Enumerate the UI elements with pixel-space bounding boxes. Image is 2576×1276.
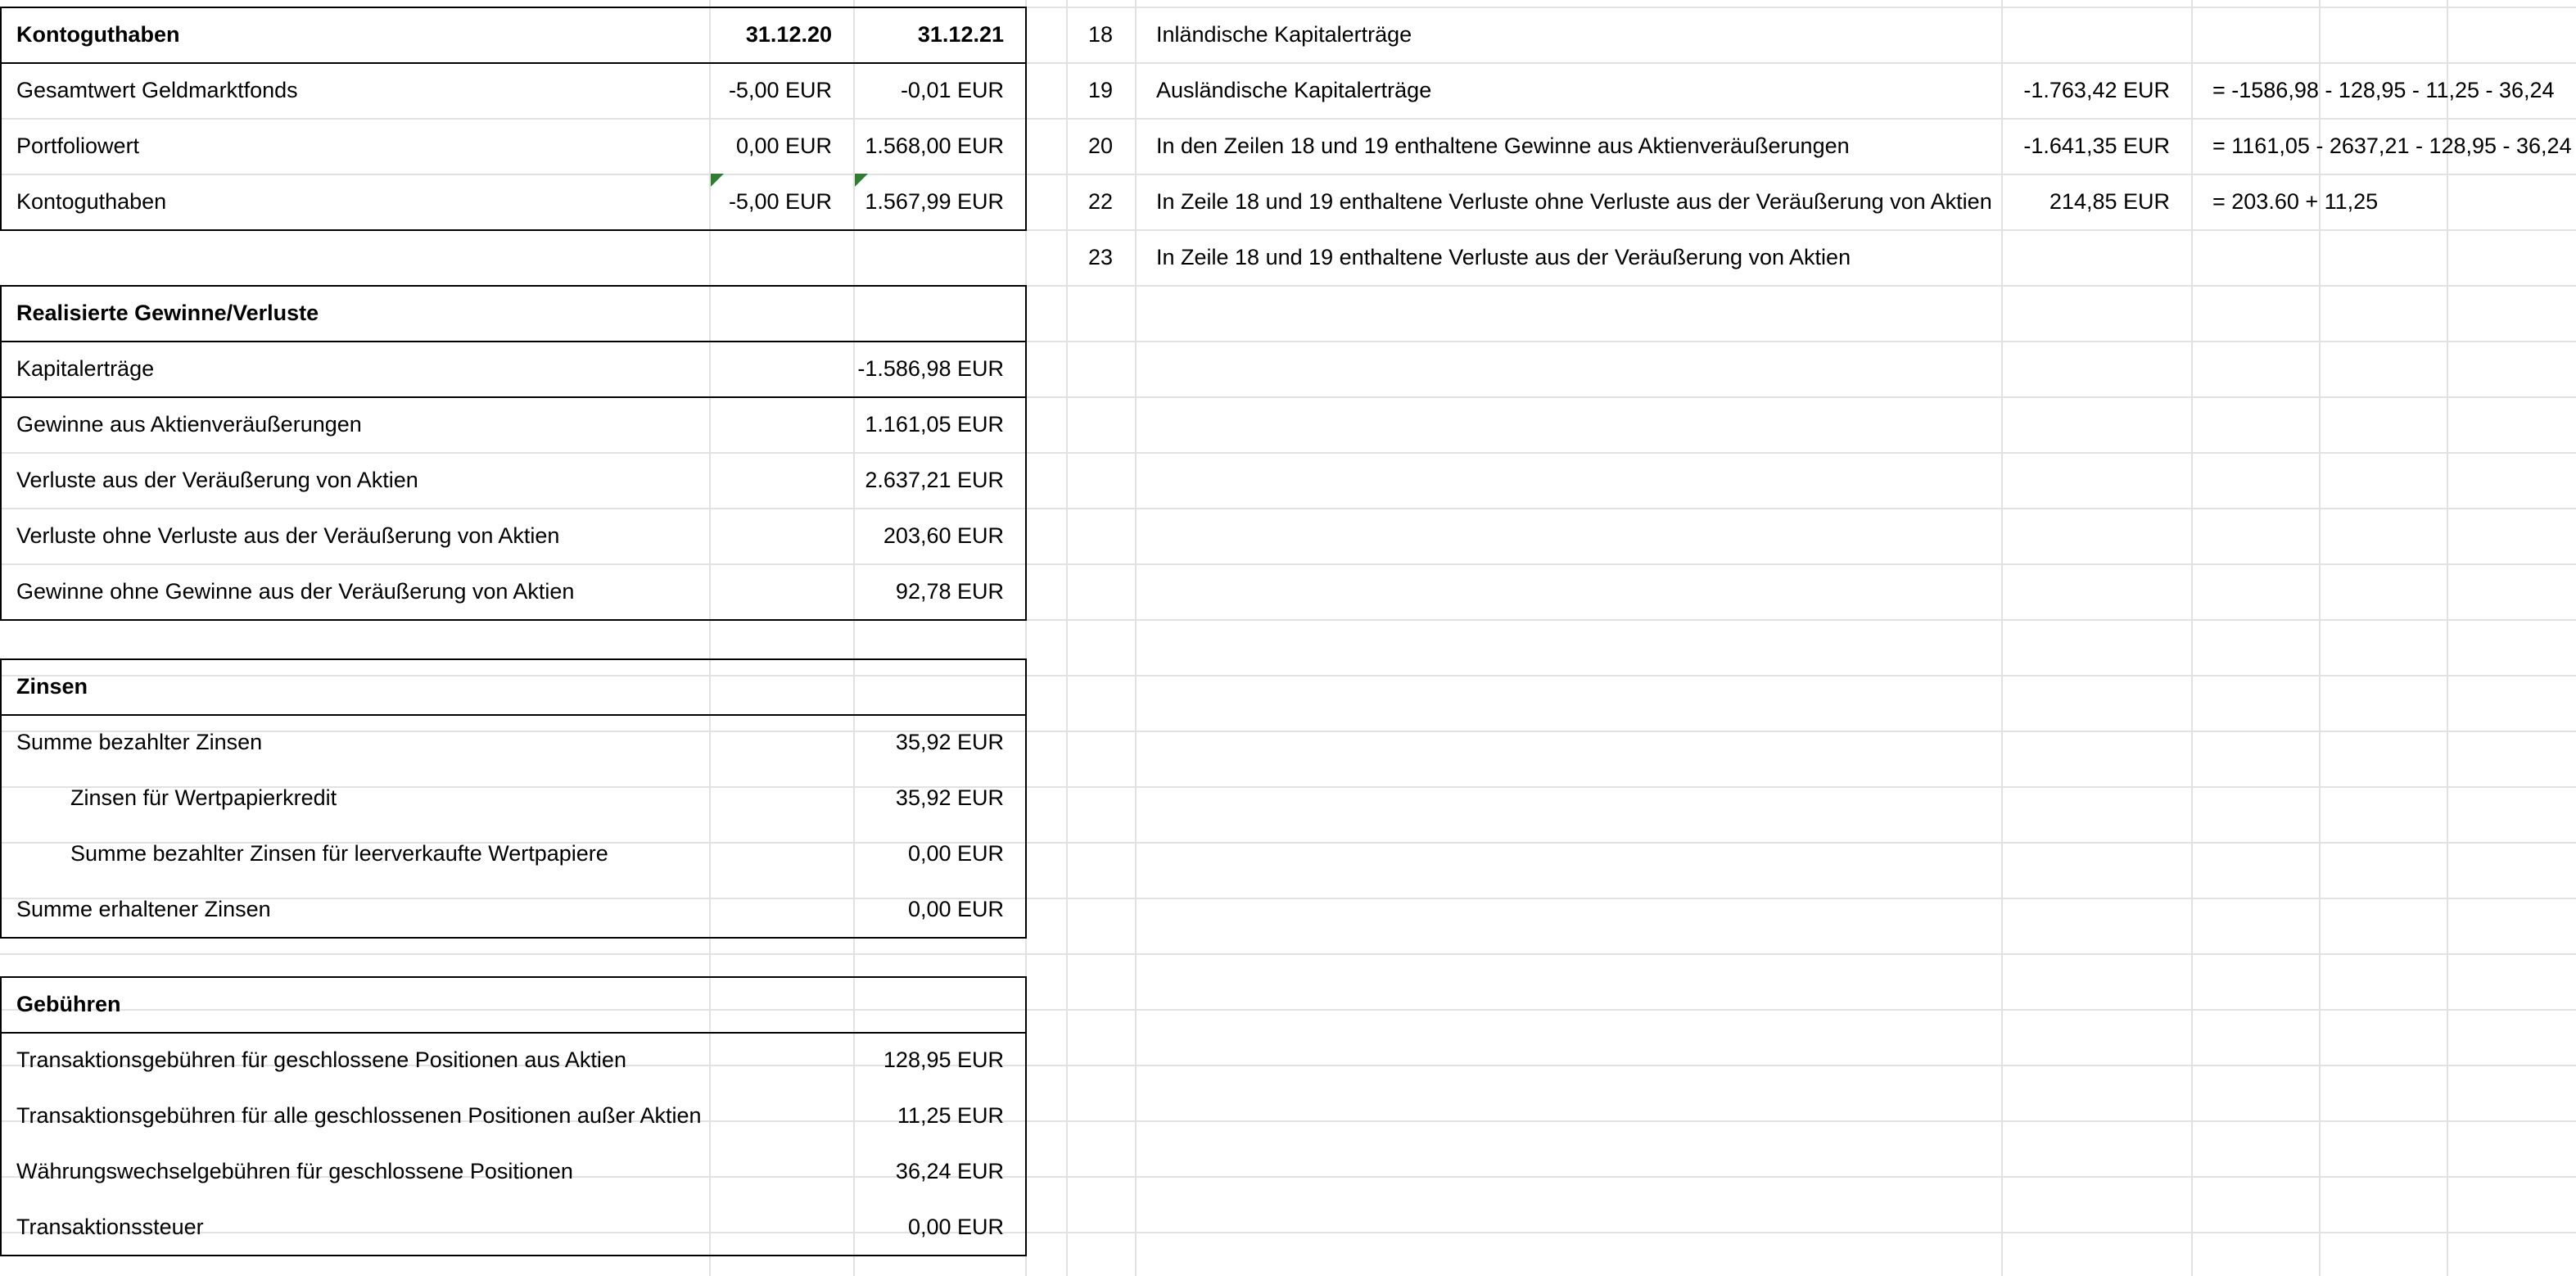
cell-value[interactable]: -1.586,98 EUR bbox=[857, 356, 1004, 381]
row-label[interactable]: Verluste ohne Verluste aus der Veräußerung von Aktien bbox=[16, 523, 560, 548]
column-header-31-12-21[interactable]: 31.12.21 bbox=[917, 22, 1004, 47]
cell-value[interactable]: 0,00 EUR bbox=[735, 133, 832, 158]
cell-value[interactable]: 0,00 EUR bbox=[907, 897, 1004, 921]
line-number[interactable]: 19 bbox=[1087, 78, 1114, 102]
cell-value[interactable]: 1.161,05 EUR bbox=[865, 412, 1004, 437]
line-label[interactable]: In Zeile 18 und 19 enthaltene Verluste ohne Verluste aus der Veräußerung von Aktien bbox=[1156, 189, 1992, 214]
line-number[interactable]: 18 bbox=[1087, 22, 1114, 47]
section-title-gebuehren[interactable]: Gebühren bbox=[16, 992, 121, 1016]
cell-value[interactable]: -5,00 EUR bbox=[728, 189, 832, 214]
line-value[interactable]: 214,85 EUR bbox=[2049, 189, 2170, 214]
line-label[interactable]: In den Zeilen 18 und 19 enthaltene Gewinne aus Aktienveräußerungen bbox=[1156, 133, 1850, 158]
row-label-indented[interactable]: Zinsen für Wertpapierkredit bbox=[70, 785, 337, 810]
cell-value[interactable]: 11,25 EUR bbox=[897, 1103, 1004, 1128]
cell-value[interactable]: 2.637,21 EUR bbox=[865, 468, 1004, 492]
cell-value[interactable]: 0,00 EUR bbox=[907, 1215, 1004, 1239]
row-label[interactable]: Kontoguthaben bbox=[16, 189, 167, 214]
row-label[interactable]: Gewinne aus Aktienveräußerungen bbox=[16, 412, 362, 437]
gridline bbox=[2447, 0, 2448, 1276]
cell-value[interactable]: 36,24 EUR bbox=[895, 1159, 1004, 1183]
cell-value[interactable]: 203,60 EUR bbox=[883, 523, 1004, 548]
row-label[interactable]: Transaktionsgebühren für geschlossene Positionen aus Aktien bbox=[16, 1047, 626, 1072]
line-formula[interactable]: = 203.60 + 11,25 bbox=[2212, 189, 2379, 214]
row-label[interactable]: Transaktionsgebühren für alle geschlossenen Positionen außer Aktien bbox=[16, 1103, 702, 1128]
section-title-zinsen[interactable]: Zinsen bbox=[16, 674, 88, 699]
row-label[interactable]: Transaktionssteuer bbox=[16, 1215, 204, 1239]
cell-value[interactable]: 1.567,99 EUR bbox=[865, 189, 1004, 214]
line-number[interactable]: 22 bbox=[1087, 189, 1114, 214]
row-label[interactable]: Summe erhaltener Zinsen bbox=[16, 897, 271, 921]
comment-marker-icon[interactable] bbox=[711, 174, 724, 187]
line-label[interactable]: In Zeile 18 und 19 enthaltene Verluste aus der Veräußerung von Aktien bbox=[1156, 245, 1851, 269]
row-label-indented[interactable]: Summe bezahlter Zinsen für leerverkaufte Wertpapiere bbox=[70, 841, 608, 866]
row-label[interactable]: Portfoliowert bbox=[16, 133, 140, 158]
comment-marker-icon[interactable] bbox=[855, 174, 868, 187]
cell-value[interactable]: 1.568,00 EUR bbox=[865, 133, 1004, 158]
line-number[interactable]: 23 bbox=[1087, 245, 1114, 269]
section-title-kontoguthaben[interactable]: Kontoguthaben bbox=[16, 22, 180, 47]
cell-value[interactable]: 35,92 EUR bbox=[895, 730, 1004, 754]
cell-value[interactable]: -0,01 EUR bbox=[900, 78, 1004, 102]
cell-value[interactable]: 128,95 EUR bbox=[883, 1047, 1004, 1072]
line-label[interactable]: Inländische Kapitalerträge bbox=[1156, 22, 1412, 47]
line-label[interactable]: Ausländische Kapitalerträge bbox=[1156, 78, 1432, 102]
row-label[interactable]: Summe bezahlter Zinsen bbox=[16, 730, 263, 754]
column-header-31-12-20[interactable]: 31.12.20 bbox=[745, 22, 832, 47]
row-label[interactable]: Kapitalerträge bbox=[16, 356, 155, 381]
cell-value[interactable]: 0,00 EUR bbox=[907, 841, 1004, 866]
row-label[interactable]: Gewinne ohne Gewinne aus der Veräußerung von Aktien bbox=[16, 579, 575, 604]
cell-value[interactable]: 92,78 EUR bbox=[895, 579, 1004, 604]
section-title-realisiert[interactable]: Realisierte Gewinne/Verluste bbox=[16, 301, 319, 325]
cell-value[interactable]: -5,00 EUR bbox=[728, 78, 832, 102]
cell-value[interactable]: 35,92 EUR bbox=[895, 785, 1004, 810]
line-formula[interactable]: = -1586,98 - 128,95 - 11,25 - 36,24 bbox=[2212, 78, 2555, 102]
line-value[interactable]: -1.641,35 EUR bbox=[2023, 133, 2170, 158]
row-label[interactable]: Verluste aus der Veräußerung von Aktien bbox=[16, 468, 418, 492]
line-formula[interactable]: = 1161,05 - 2637,21 - 128,95 - 36,24 bbox=[2212, 133, 2572, 158]
row-label[interactable]: Währungswechselgebühren für geschlossene Positionen bbox=[16, 1159, 573, 1183]
line-number[interactable]: 20 bbox=[1087, 133, 1114, 158]
row-label[interactable]: Gesamtwert Geldmarktfonds bbox=[16, 78, 298, 102]
line-value[interactable]: -1.763,42 EUR bbox=[2023, 78, 2170, 102]
